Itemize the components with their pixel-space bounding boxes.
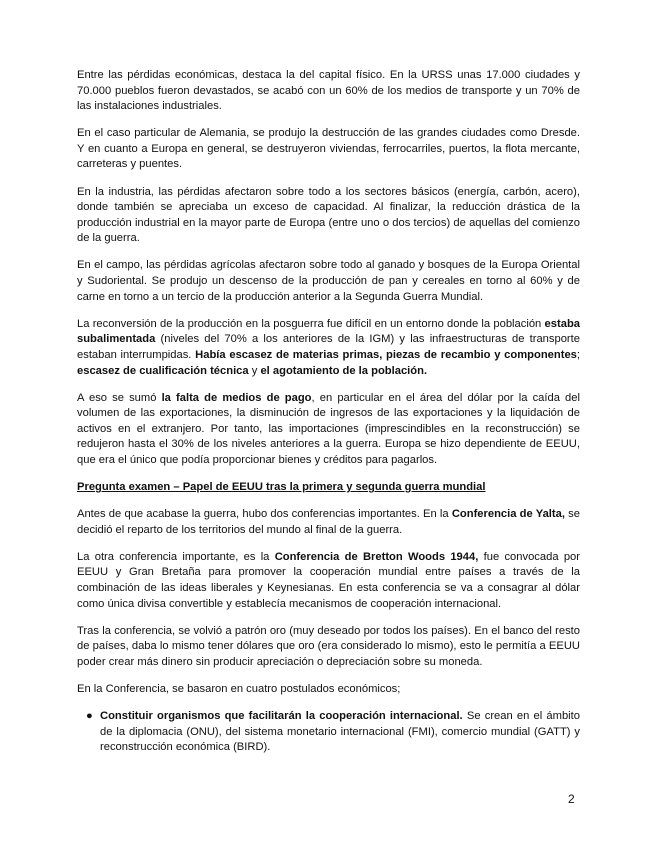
bold-text: escasez de cualificación técnica bbox=[77, 364, 249, 377]
paragraph bbox=[77, 185, 580, 247]
bold-text: Había escasez de materias primas, piezas de recambio y componentes bbox=[195, 348, 577, 361]
text-run: ; bbox=[576, 348, 580, 361]
section-heading: Pregunta examen – Papel de EEUU tras la primera y segunda guerra mundial bbox=[77, 481, 486, 494]
body-section-1 bbox=[77, 68, 580, 469]
text-run: Antes de que acabase la guerra, hubo dos conferencias importantes. En la bbox=[77, 508, 452, 521]
paragraph bbox=[77, 624, 580, 671]
text-run: En el campo, las pérdidas agrícolas afectaron sobre todo al ganado y bosques de la Europa Oriental y Sudoriental. Se produjo un descenso de la producción de pan y cereales en torno al 60% y de carne en torno a un tercio de la producción anterior a la Segunda Guerra Mundial. bbox=[77, 259, 580, 303]
text-run: Entre las pérdidas económicas, destaca la del capital físico. En la URSS unas 17.000 ciudades y 70.000 pueblos fueron devastados, se acabó con un 60% de los medios de transporte y un 70% de las instalaciones industriales. bbox=[77, 69, 580, 113]
bold-text: Constituir organismos que facilitarán la cooperación internacional. bbox=[100, 710, 463, 723]
list-item bbox=[84, 709, 580, 756]
bullet-list bbox=[77, 709, 580, 756]
text-run: se decidió el reparto de los territorios del mundo al final de la guerra. bbox=[77, 508, 580, 536]
paragraph bbox=[77, 126, 580, 173]
text-run: y bbox=[248, 364, 261, 377]
text-run: En la Conferencia, se basaron en cuatro postulados económicos; bbox=[77, 683, 401, 695]
paragraph bbox=[77, 682, 580, 698]
bold-text: el agotamiento de la población. bbox=[260, 364, 428, 377]
page-number: 2 bbox=[568, 792, 575, 806]
text-run: A eso se sumó bbox=[77, 391, 162, 404]
paragraph bbox=[77, 258, 580, 305]
paragraph bbox=[77, 507, 580, 538]
text-run: La reconversión de la producción en la posguerra fue difícil en un entorno donde la población bbox=[77, 317, 545, 330]
paragraph bbox=[77, 391, 580, 469]
text-run: Tras la conferencia, se volvió a patrón oro (muy deseado por todos los países). En el banco del resto de países, daba lo mismo tener dólares que oro (era considerado lo mismo), esto le permitía a EEUU poder crear más dinero sin producir apreciación o depreciación sobre su moneda. bbox=[77, 624, 580, 668]
bold-text: Conferencia de Bretton Woods 1944, bbox=[274, 550, 479, 563]
text-run: , en particular en el área del dólar por la caída del volumen de las exportaciones, la disminución de ingresos de las exportaciones y la liquidación de activos en el extranjero. Por tanto, las importaciones (imprescindibles en la reconstrucción) se redujeron hasta el 30% de los niveles anteriores a la guerra. Europa se hizo dependiente de EEUU, que era el único que podía proporcionar bienes y créditos para pagarlos. bbox=[77, 391, 580, 466]
text-run: fue convocada por EEUU y Gran Bretaña para promover la cooperación mundial entre países a través de la combinación de las ideas liberales y Keynesianas. En esta conferencia se va a consagrar al dólar como única divisa convertible y establecía mecanismos de cooperación internacional. bbox=[77, 550, 580, 610]
bullet-icon: ● bbox=[86, 710, 93, 723]
bold-text: Conferencia de Yalta, bbox=[451, 508, 565, 521]
bold-text: estaba subalimentada bbox=[77, 317, 580, 346]
text-run: En la industria, las pérdidas afectaron sobre todo a los sectores básicos (energía, carbón, acero), donde también se apreciaba un exceso de capacidad. Al finalizar, la reducción drástica de la producción industrial en la mayor parte de Europa (entre uno o dos tercios) de aquellas del comienzo de la guerra. bbox=[77, 185, 580, 245]
paragraph bbox=[77, 68, 580, 115]
paragraph bbox=[77, 317, 580, 379]
text-run: La otra conferencia importante, es la bbox=[77, 550, 275, 563]
bold-text: la falta de medios de pago bbox=[161, 391, 312, 404]
paragraph bbox=[77, 550, 580, 612]
text-run: En el caso particular de Alemania, se produjo la destrucción de las grandes ciudades como Dresde. Y en cuanto a Europa en general, se destruyeron viviendas, ferrocarriles, puertos, la flota mercante, carreteras y puentes. bbox=[77, 127, 580, 171]
text-run: Se crean en el ámbito de la diplomacia (ONU), del sistema monetario internacional (FMI), comercio mundial (GATT) y reconstrucción económica (BIRD). bbox=[100, 710, 580, 754]
document-page bbox=[77, 68, 580, 756]
body-section-2 bbox=[77, 507, 580, 697]
text-run: (niveles del 70% a los anteriores de la IGM) y las infraestructuras de transporte estaban interrumpidas. bbox=[77, 333, 580, 361]
